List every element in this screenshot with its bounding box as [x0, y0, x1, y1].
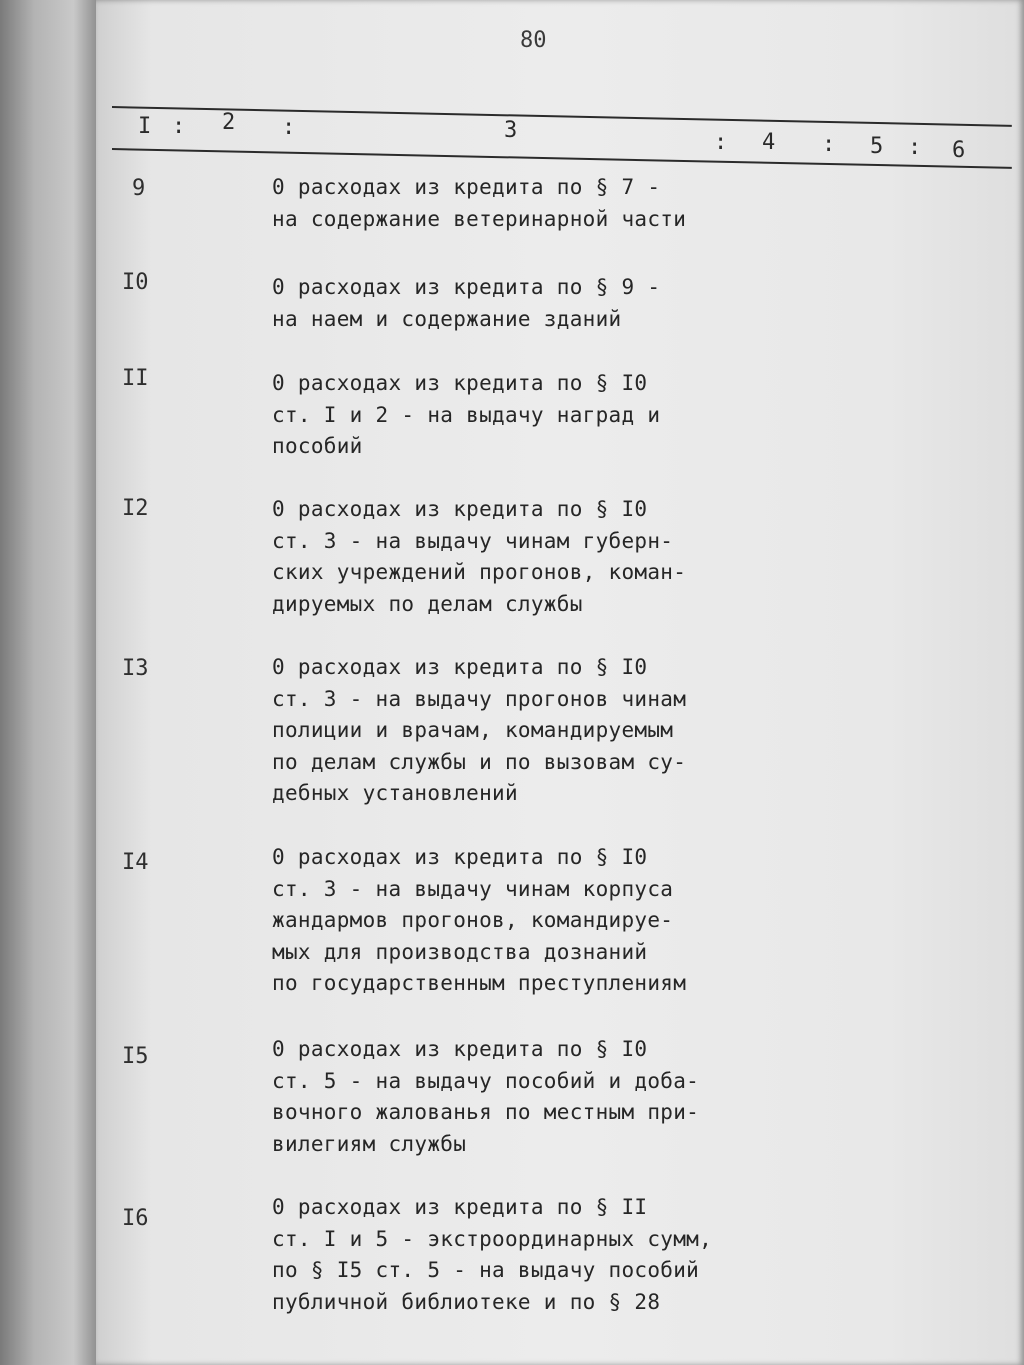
- column-header-1: I: [138, 114, 152, 139]
- row-description: 0 расходах из кредита по § II ст. I и 5 - экстроординарных сумм, по § I5 ст. 5 - на выдачу пособий публичной библиотеке и по § 28: [272, 1195, 713, 1314]
- row-description: 0 расходах из кредита по § I0 ст. 3 - на выдачу чинам корпуса жандармов прогонов, командируе- мых для производства дознаний по государственным преступлениям: [272, 845, 687, 995]
- row-number: I5: [122, 1044, 149, 1069]
- column-header-2: 2: [222, 110, 236, 135]
- column-separator: :: [714, 130, 728, 155]
- row-number: I3: [122, 656, 149, 681]
- row-description: 0 расходах из кредита по § I0 ст. 3 - на выдачу чинам губерн- ских учреждений прогонов, коман- дируемых по делам службы: [272, 497, 687, 616]
- row-number: I2: [122, 496, 149, 521]
- row-number: I0: [122, 270, 149, 295]
- column-separator: :: [822, 132, 836, 157]
- column-separator: :: [172, 114, 186, 139]
- column-header-6: 6: [952, 138, 966, 163]
- adjacent-page-edge: [0, 0, 98, 1365]
- column-header-4: 4: [762, 130, 776, 155]
- row-number: I4: [122, 850, 149, 875]
- row-description: 0 расходах из кредита по § I0 ст. I и 2 - на выдачу наград и пособий: [272, 371, 661, 458]
- column-separator: :: [282, 115, 296, 140]
- row-description: 0 расходах из кредита по § 9 - на наем и содержание зданий: [272, 275, 661, 331]
- row-description: 0 расходах из кредита по § I0 ст. 3 - на выдачу прогонов чинам полиции и врачам, командируемым по делам службы и по вызовам су- дебных установлений: [272, 655, 687, 805]
- column-header-5: 5: [870, 134, 884, 159]
- row-description: 0 расходах из кредита по § 7 - на содержание ветеринарной части: [272, 175, 687, 231]
- row-number: II: [122, 366, 149, 391]
- column-header-3: 3: [504, 118, 518, 143]
- row-description: 0 расходах из кредита по § I0 ст. 5 - на выдачу пособий и доба- вочного жалованья по местным при- вилегиям службы: [272, 1037, 700, 1156]
- column-separator: :: [908, 135, 922, 160]
- row-number: I6: [122, 1206, 149, 1231]
- row-number: 9: [132, 176, 146, 201]
- page-number: 80: [520, 28, 547, 53]
